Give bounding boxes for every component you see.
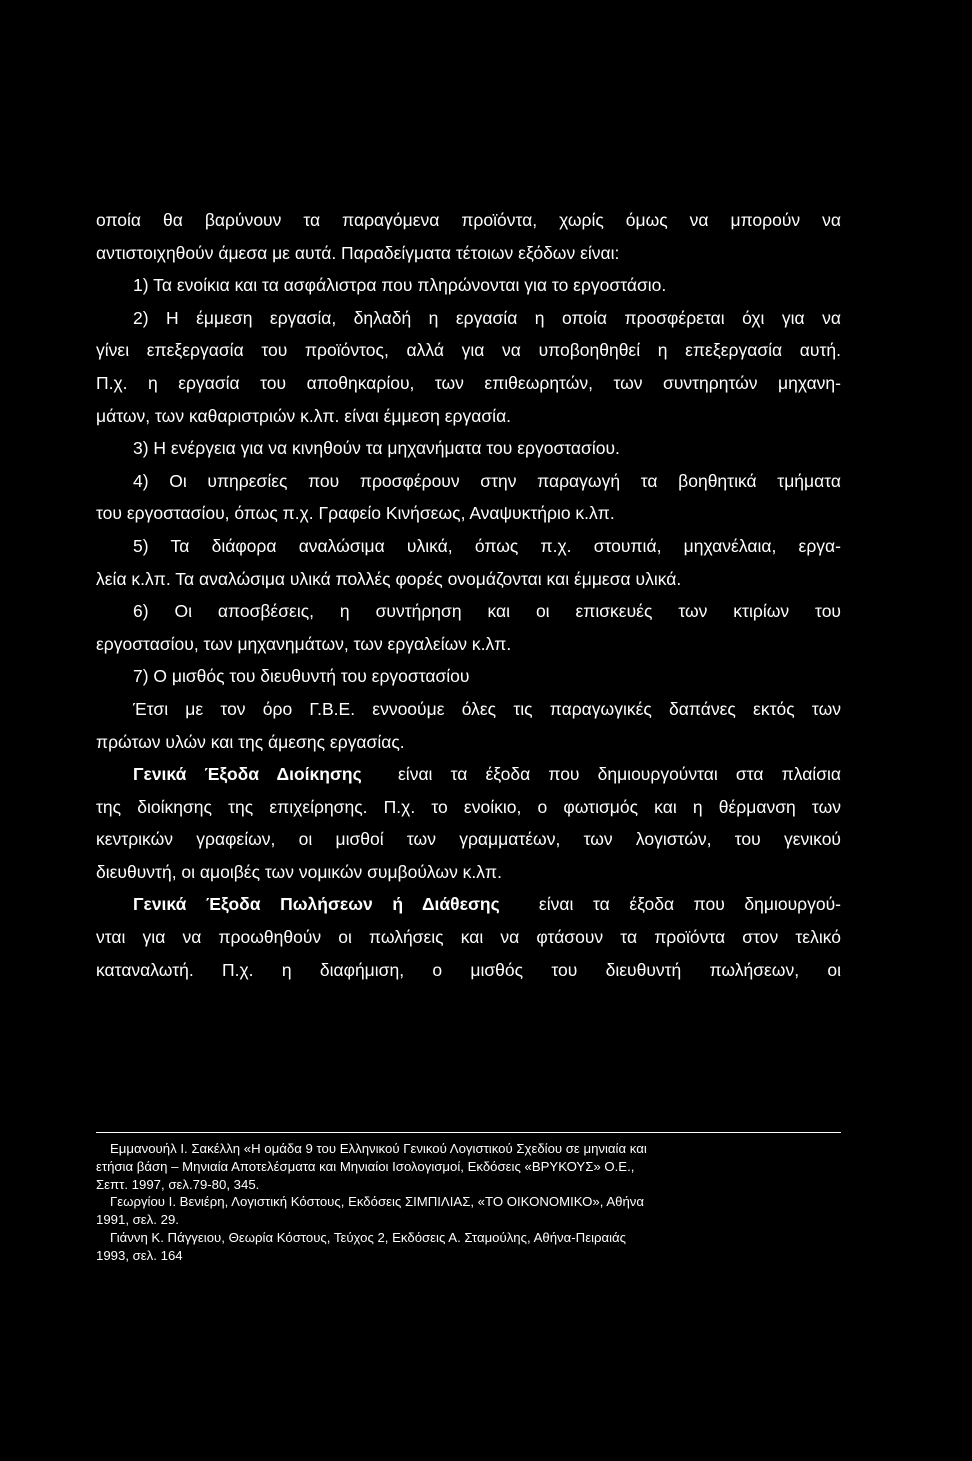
main-text	[96, 204, 841, 986]
list-item: 2) Η έμμεση εργασία, δηλαδή η εργασία η οποία προσφέρεται όχι για να	[133, 307, 841, 328]
list-item: 3) Η ενέργεια για να κινηθούν τα μηχανήματα του εργοστασίου.	[133, 438, 620, 459]
footnote-line: Εμμανουήλ Ι. Σακέλλη «Η ομάδα 9 του Ελληνικού Γενικού Λογιστικού Σχεδίου σε μηνιαία και	[110, 1141, 647, 1156]
list-item: 5) Τα διάφορα αναλώσιμα υλικά, όπως π.χ. στουπιά, μηχανέλαια, εργα-	[133, 535, 841, 556]
footnote-line: Σεπτ. 1997, σελ.79-80, 345.	[96, 1176, 260, 1192]
body-line: λεία κ.λπ. Τα αναλώσιμα υλικά πολλές φορές ονομάζονται και έμμεσα υλικά.	[96, 568, 682, 589]
footnote-line: Γεωργίου Ι. Βενιέρη, Λογιστική Κόστους, Εκδόσεις ΣΙΜΠΙΛΙΑΣ, «ΤΟ ΟΙΚΟΝΟΜΙΚΟ», Αθήνα	[110, 1194, 645, 1210]
body-line: πρώτων υλών και της άμεσης εργασίας.	[96, 731, 405, 752]
body-line: καταναλωτή. Π.χ. η διαφήμιση, ο μισθός του διευθυντή πωλήσεων, οι	[96, 959, 841, 980]
body-line: μάτων, των καθαριστριών κ.λπ. είναι έμμεση εργασία.	[96, 405, 512, 426]
body-line: εργοστασίου, των μηχανημάτων, των εργαλείων κ.λπ.	[96, 633, 512, 654]
footnote-line: Γιάννη Κ. Πάγγειου, Θεωρία Κόστους, Τεύχος 2, Εκδόσεις Α. Σταμούλης, Αθήνα-Πειραιάς	[110, 1229, 627, 1245]
body-line: γίνει επεξεργασία του προϊόντος, αλλά για να υποβοηθηθεί η επεξεργασία αυτή.	[96, 340, 841, 361]
paragraph-line	[96, 888, 841, 921]
footnote-line: 1993, σελ. 164	[96, 1247, 183, 1263]
list-item: 1) Τα ενοίκια και τα ασφάλιστρα που πληρώνονται για το εργοστάσιο.	[133, 275, 667, 296]
footnote-line: ετήσια βάση – Μηνιαία Αποτελέσματα και Μηνιαίοι Ισολογισμοί, Εκδόσεις «ΒΡΥΚΟΥΣ» Ο.Ε.,	[96, 1158, 635, 1174]
body-line-text: είναι τα έξοδα που δημιουργού-	[538, 894, 841, 915]
body-line: οποία θα βαρύνουν τα παραγόμενα προϊόντα, χωρίς όμως να μπορούν να	[96, 210, 841, 230]
body-line-text: είναι τα έξοδα που δημιουργούνται στα πλαίσια	[398, 764, 841, 785]
term-sales-expenses: Γενικά Έξοδα Πωλήσεων ή Διάθεσης	[133, 894, 500, 915]
footnote-line: 1991, σελ. 29.	[96, 1212, 179, 1228]
list-item: 6) Οι αποσβέσεις, η συντήρηση και οι επισκευές των κτιρίων του	[133, 601, 841, 622]
body-line: Π.χ. η εργασία του αποθηκαρίου, των επιθεωρητών, των συντηρητών μηχανη-	[96, 372, 841, 393]
body-line: της διοίκησης της επιχείρησης. Π.χ. το ενοίκιο, ο φωτισμός και η θέρμανση των	[96, 796, 841, 817]
body-line: κεντρικών γραφείων, οι μισθοί των γραμματέων, των λογιστών, του γενικού	[96, 829, 841, 850]
body-line: Έτσι με τον όρο Γ.Β.Ε. εννοούμε όλες τις παραγωγικές δαπάνες εκτός των	[133, 698, 841, 719]
list-item: 4) Οι υπηρεσίες που προσφέρουν στην παραγωγή τα βοηθητικά τμήματα	[133, 470, 841, 491]
paragraph-line	[96, 758, 841, 791]
footnotes	[96, 1140, 841, 1265]
footnote-separator	[96, 1132, 841, 1133]
body-line: αντιστοιχηθούν άμεσα με αυτά. Παραδείγματα τέτοιων εξόδων είναι:	[96, 242, 620, 263]
body-line: νται για να προωθηθούν οι πωλήσεις και να φτάσουν τα προϊόντα στον τελικό	[96, 927, 841, 948]
term-admin-expenses: Γενικά Έξοδα Διοίκησης	[133, 764, 362, 785]
body-line: του εργοστασίου, όπως π.χ. Γραφείο Κινήσεως, Αναψυκτήριο κ.λπ.	[96, 503, 615, 524]
list-item: 7) Ο μισθός του διευθυντή του εργοστασίου	[133, 666, 470, 687]
body-line: διευθυντή, οι αμοιβές των νομικών συμβούλων κ.λπ.	[96, 861, 502, 882]
